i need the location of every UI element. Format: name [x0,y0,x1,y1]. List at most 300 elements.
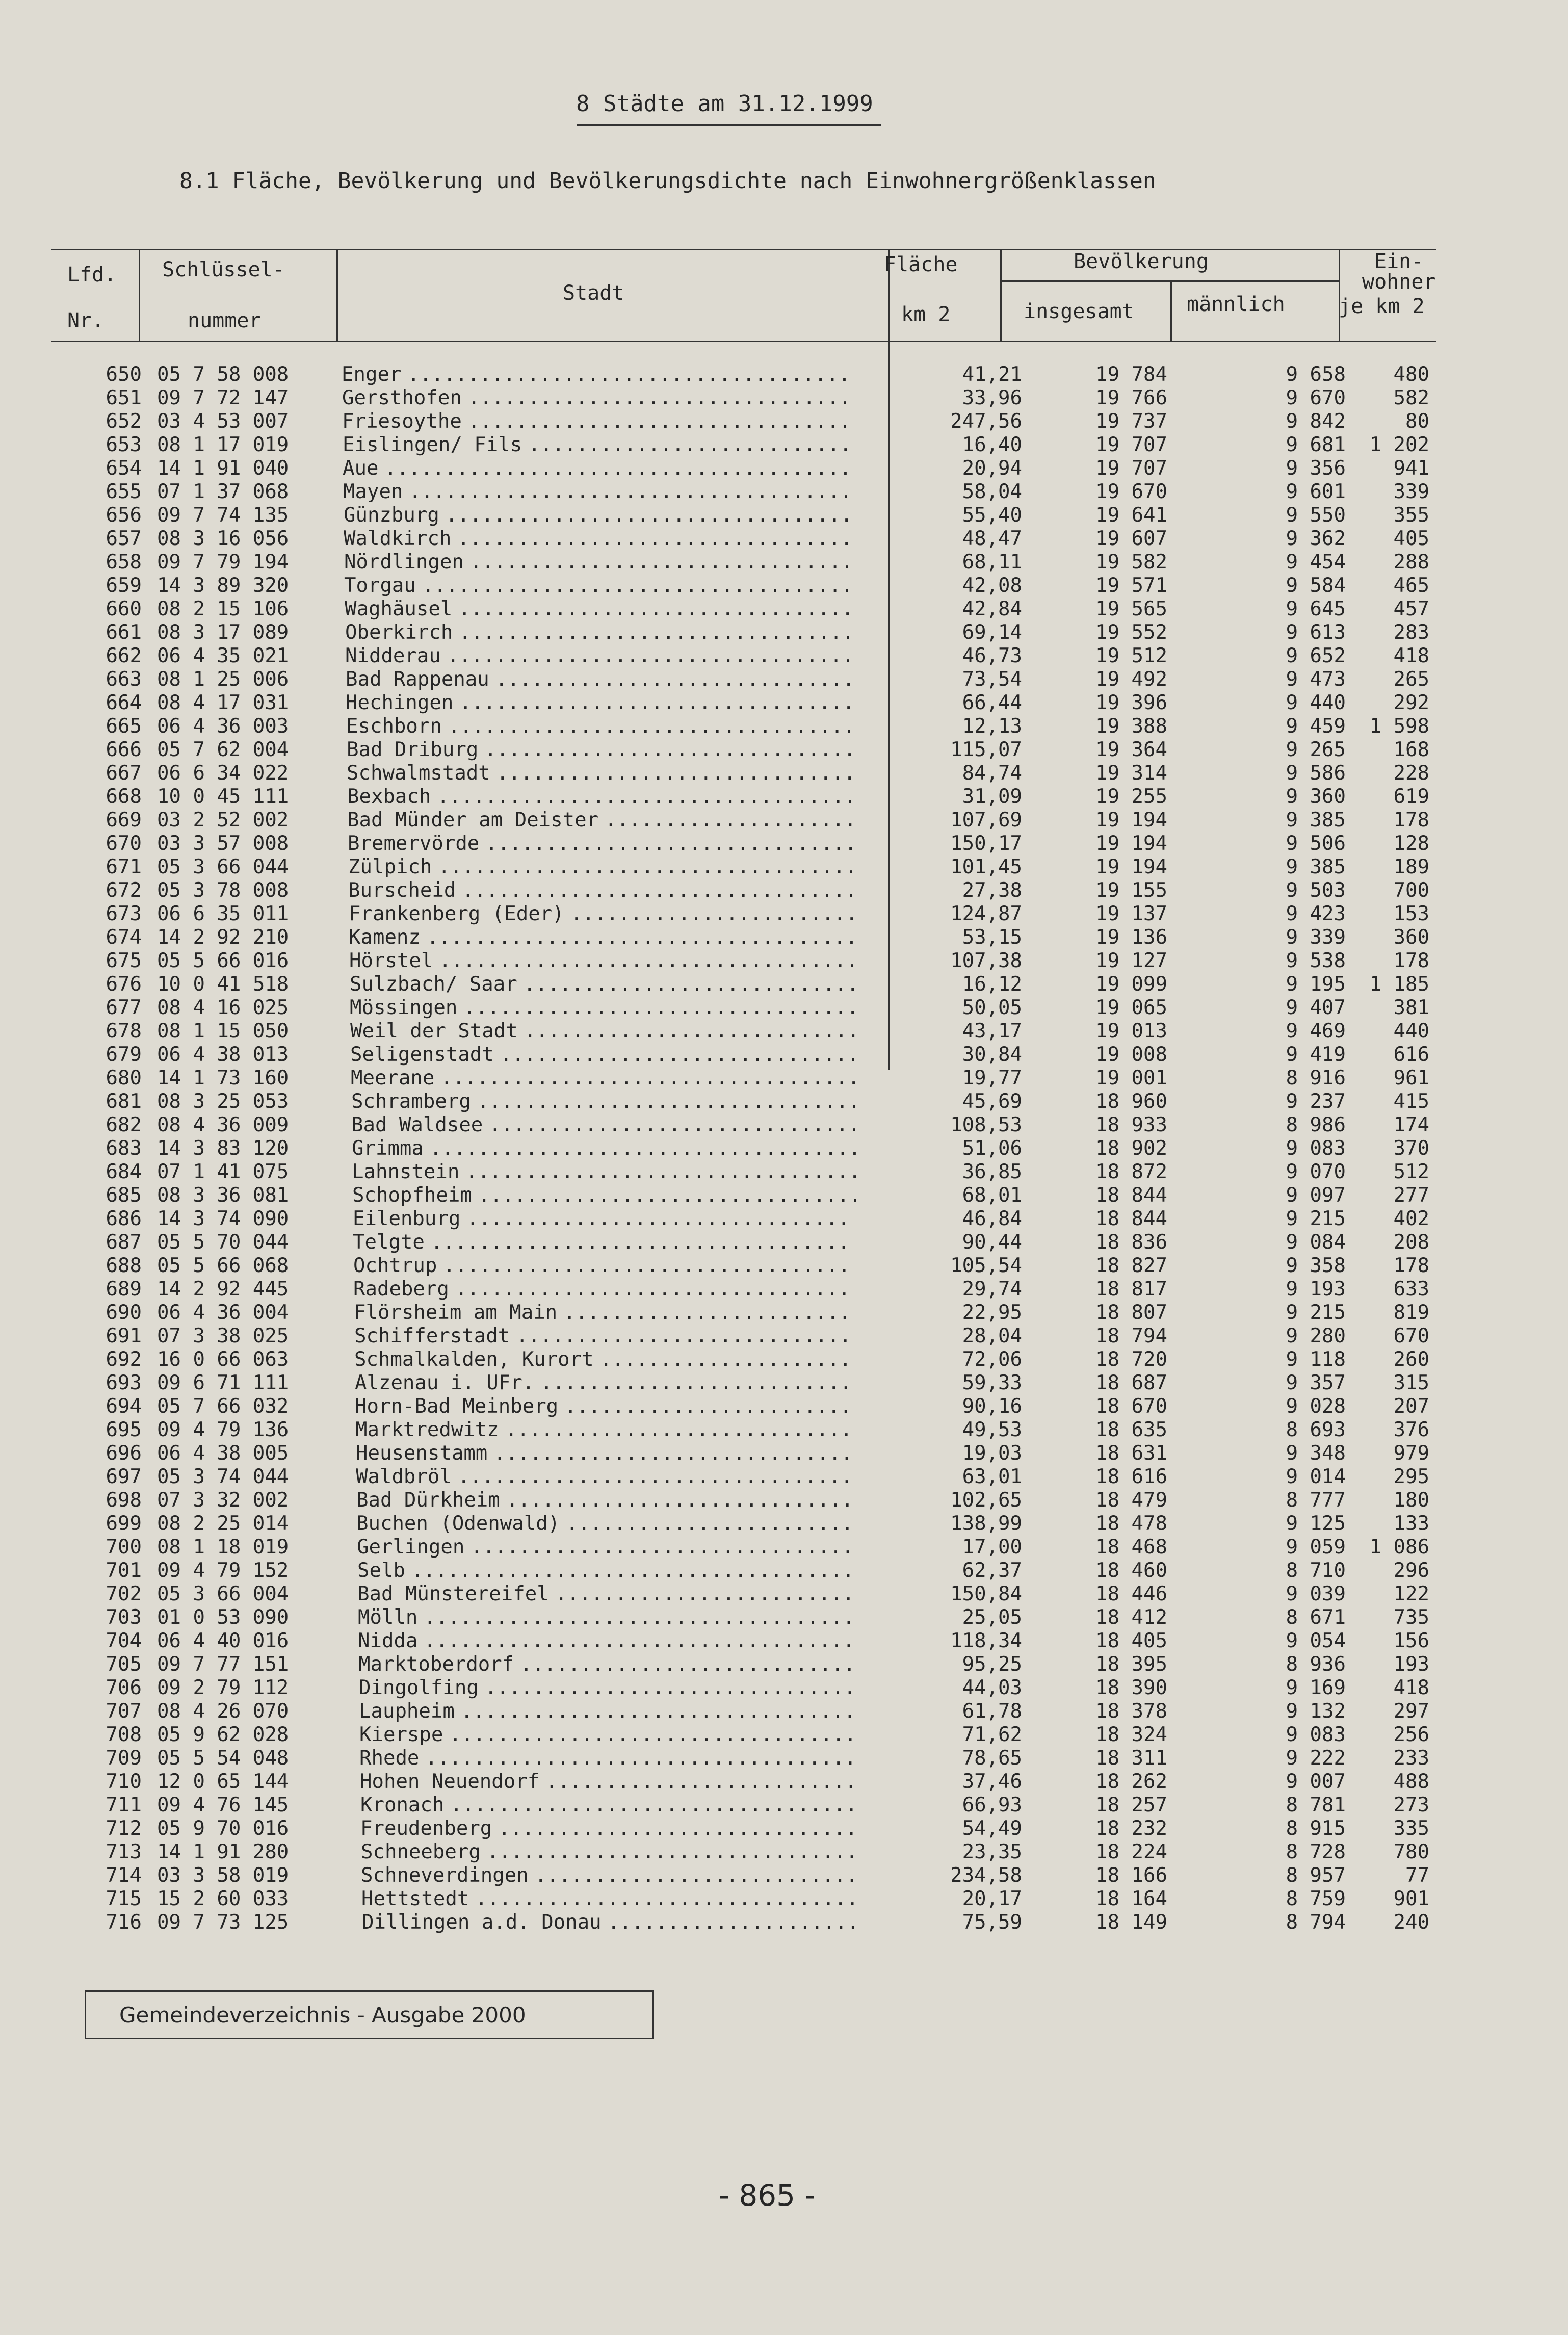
row-number: 652 [106,410,142,433]
area-value: 50,05 [962,996,1022,1019]
leader-dots: .............................. [496,762,856,785]
population-density: 265 [1393,668,1429,691]
area-value: 107,69 [950,809,1022,832]
population-density: 128 [1393,832,1429,855]
leader-dots: ................................. [465,1160,861,1183]
population-total: 18 631 [1095,1442,1167,1465]
row-number: 660 [106,598,142,620]
city-name: Schramberg [351,1090,471,1113]
population-total: 18 164 [1095,1887,1167,1910]
key-number: 03 3 57 008 [157,832,289,855]
leader-dots: ................................ [468,386,851,409]
population-total: 19 492 [1095,668,1167,691]
leader-dots: ................................... [439,949,858,972]
population-density: 376 [1393,1418,1429,1441]
table-row [0,598,1568,621]
population-density: 619 [1393,785,1429,808]
population-density: 277 [1393,1184,1429,1207]
population-male: 9 842 [1286,410,1346,433]
population-male: 9 658 [1286,363,1346,386]
population-density: 1 185 [1369,973,1429,996]
city-name: Selb [357,1559,405,1582]
row-number: 671 [106,855,142,878]
population-male: 8 781 [1286,1794,1346,1817]
key-number: 09 2 79 112 [157,1676,289,1699]
population-density: 178 [1393,1254,1429,1277]
population-male: 8 957 [1286,1864,1346,1887]
population-total: 19 136 [1095,926,1167,949]
city-name: Rhede [359,1747,420,1770]
population-male: 9 028 [1286,1395,1346,1418]
leader-dots: ................................. [463,996,859,1019]
key-number: 06 4 38 013 [157,1043,289,1066]
table-row [0,879,1568,902]
key-number: 14 3 74 090 [157,1207,289,1230]
key-number: 05 3 74 044 [157,1465,289,1488]
population-density: 512 [1393,1160,1429,1183]
area-value: 19,03 [962,1442,1022,1465]
row-number: 704 [106,1629,142,1652]
population-total: 19 008 [1095,1043,1167,1066]
table-row [0,973,1568,996]
city-name: Bad Driburg [347,738,479,761]
table-row [0,1840,1568,1864]
leader-dots: ................................ [466,1207,850,1230]
table-row [0,1442,1568,1465]
row-number: 676 [106,973,142,996]
population-male: 9 538 [1286,949,1346,972]
population-total: 19 784 [1095,363,1167,386]
key-number: 14 3 89 320 [157,574,289,597]
city-name: Eilenburg [353,1207,461,1230]
city-name: Mayen [343,480,403,503]
leader-dots: ................................ [468,410,851,433]
population-density: 418 [1393,644,1429,667]
city-name: Buchen (Odenwald) [356,1512,560,1535]
key-number: 05 3 78 008 [157,879,289,902]
table-row [0,644,1568,668]
population-density: 208 [1393,1231,1429,1254]
population-density: 582 [1393,386,1429,409]
row-number: 679 [106,1043,142,1066]
table-row [0,1184,1568,1207]
leader-dots: ......................... [555,1582,854,1605]
table-row [0,551,1568,574]
population-density: 283 [1393,621,1429,644]
leader-dots: ............................... [489,1113,860,1136]
city-name: Grimma [352,1137,424,1160]
row-number: 684 [106,1160,142,1183]
population-total: 19 194 [1095,809,1167,832]
leader-dots: ................................ [475,1887,858,1910]
population-male: 9 584 [1286,574,1346,597]
population-total: 19 670 [1095,480,1167,503]
population-total: 18 720 [1095,1348,1167,1371]
city-name: Nördlingen [344,551,464,574]
row-number: 653 [106,433,142,456]
table-row [0,668,1568,691]
key-number: 09 7 77 151 [157,1653,289,1676]
population-male: 9 265 [1286,738,1346,761]
key-number: 05 5 66 016 [157,949,289,972]
area-value: 20,17 [962,1887,1022,1910]
key-number: 14 1 73 160 [157,1067,289,1089]
page-number: - 865 - [719,2178,816,2213]
population-density: 339 [1393,480,1429,503]
leader-dots: ....................................... [384,457,852,480]
table-row [0,1207,1568,1231]
key-number: 03 3 58 019 [157,1864,289,1887]
leader-dots: .............................. [493,1442,853,1465]
population-male: 8 777 [1286,1489,1346,1512]
row-number: 688 [106,1254,142,1277]
table-row [0,809,1568,832]
city-name: Bad Dürkheim [356,1489,500,1512]
city-name: Laupheim [359,1700,455,1723]
population-male: 9 357 [1286,1371,1346,1394]
leader-dots: ........................ [566,1512,854,1535]
row-number: 685 [106,1184,142,1207]
leader-dots: .......................... [545,1770,857,1793]
area-value: 16,12 [962,973,1022,996]
leader-dots: ..................................... [407,363,851,386]
city-name: Bad Rappenau [346,668,489,691]
row-number: 703 [106,1606,142,1629]
area-value: 46,84 [962,1207,1022,1230]
key-number: 14 1 91 280 [157,1840,289,1863]
population-male: 9 358 [1286,1254,1346,1277]
table-row [0,1817,1568,1840]
row-number: 670 [106,832,142,855]
population-male: 9 440 [1286,691,1346,714]
population-male: 9 586 [1286,762,1346,785]
city-name: Günzburg [344,504,439,527]
key-number: 06 6 35 011 [157,902,289,925]
row-number: 674 [106,926,142,949]
row-number: 710 [106,1770,142,1793]
table-row [0,1606,1568,1629]
city-name: Kierspe [359,1723,443,1746]
population-male: 9 193 [1286,1278,1346,1301]
population-male: 9 613 [1286,621,1346,644]
population-total: 19 013 [1095,1020,1167,1043]
city-name: Meerane [351,1067,435,1089]
row-number: 661 [106,621,142,644]
row-number: 656 [106,504,142,527]
leader-dots: .................................. [447,644,854,667]
key-number: 08 1 15 050 [157,1020,289,1043]
area-value: 41,21 [962,363,1022,386]
header-nummer: nummer [188,309,262,332]
key-number: 14 1 91 040 [157,457,289,480]
population-total: 18 257 [1095,1794,1167,1817]
population-density: 457 [1393,598,1429,620]
key-number: 06 4 36 004 [157,1301,289,1324]
population-total: 18 378 [1095,1700,1167,1723]
population-male: 9 385 [1286,855,1346,878]
population-density: 480 [1393,363,1429,386]
population-density: 418 [1393,1676,1429,1699]
population-total: 19 314 [1095,762,1167,785]
row-number: 668 [106,785,142,808]
population-total: 19 607 [1095,527,1167,550]
population-male: 9 132 [1286,1700,1346,1723]
population-total: 18 933 [1095,1113,1167,1136]
row-number: 697 [106,1465,142,1488]
population-density: 381 [1393,996,1429,1019]
area-value: 31,09 [962,785,1022,808]
population-density: 178 [1393,949,1429,972]
area-value: 23,35 [962,1840,1022,1863]
table-row [0,1325,1568,1348]
area-value: 69,14 [962,621,1022,644]
population-density: 616 [1393,1043,1429,1066]
area-value: 102,65 [950,1489,1022,1512]
area-value: 36,85 [962,1160,1022,1183]
population-male: 9 385 [1286,809,1346,832]
row-number: 666 [106,738,142,761]
table-row [0,1043,1568,1067]
key-number: 05 7 66 032 [157,1395,289,1418]
leader-dots: .............................. [500,1043,859,1066]
area-value: 17,00 [962,1536,1022,1559]
population-total: 19 001 [1095,1067,1167,1089]
population-total: 19 582 [1095,551,1167,574]
header-top-rule [51,249,1436,250]
leader-dots: .............................. [495,668,855,691]
key-number: 05 7 58 008 [157,363,289,386]
table-row [0,574,1568,598]
population-density: 260 [1393,1348,1429,1371]
row-number: 690 [106,1301,142,1324]
city-name: Schneverdingen [361,1864,529,1887]
key-number: 05 3 66 044 [157,855,289,878]
city-name: Waghäusel [345,598,453,620]
leader-dots: ................................... [431,1231,850,1254]
population-male: 8 759 [1286,1887,1346,1910]
key-number: 09 6 71 111 [157,1371,289,1394]
key-number: 06 4 40 016 [157,1629,289,1652]
area-value: 22,95 [962,1301,1022,1324]
table-row [0,1090,1568,1113]
key-number: 08 3 17 089 [157,621,289,644]
table-row [0,1137,1568,1160]
key-number: 07 3 32 002 [157,1489,289,1512]
city-name: Aue [343,457,379,480]
population-total: 19 552 [1095,621,1167,644]
table-row [0,386,1568,410]
row-number: 709 [106,1747,142,1770]
population-male: 9 014 [1286,1465,1346,1488]
population-density: 360 [1393,926,1429,949]
population-male: 9 083 [1286,1723,1346,1746]
city-name: Dingolfing [359,1676,479,1699]
key-number: 07 1 41 075 [157,1160,289,1183]
area-value: 63,01 [962,1465,1022,1488]
area-value: 42,84 [962,598,1022,620]
table-row [0,1160,1568,1184]
leader-dots: ................................. [458,1465,853,1488]
population-density: 133 [1393,1512,1429,1535]
population-male: 9 423 [1286,902,1346,925]
area-value: 66,44 [962,691,1022,714]
row-number: 659 [106,574,142,597]
population-density: 240 [1393,1911,1429,1934]
leader-dots: .................................... [424,1606,855,1629]
population-density: 633 [1393,1278,1429,1301]
population-total: 19 155 [1095,879,1167,902]
city-name: Burscheid [348,879,456,902]
key-number: 05 5 70 044 [157,1231,289,1254]
header-schluessel: Schlüssel- [162,258,285,281]
row-number: 669 [106,809,142,832]
table-row [0,1911,1568,1934]
header-divider [1170,280,1172,341]
city-name: Gersthofen [342,386,462,409]
population-male: 8 915 [1286,1817,1346,1840]
population-total: 19 565 [1095,598,1167,620]
population-male: 9 601 [1286,480,1346,503]
area-value: 54,49 [962,1817,1022,1840]
key-number: 15 2 60 033 [157,1887,289,1910]
population-total: 18 844 [1095,1184,1167,1207]
area-value: 71,62 [962,1723,1022,1746]
row-number: 694 [106,1395,142,1418]
table-row [0,1371,1568,1395]
table-row [0,785,1568,809]
key-number: 09 7 72 147 [157,386,289,409]
table-row [0,1747,1568,1770]
population-total: 19 364 [1095,738,1167,761]
population-density: 670 [1393,1325,1429,1347]
key-number: 05 9 70 016 [157,1817,289,1840]
population-male: 9 362 [1286,527,1346,550]
table-row [0,1770,1568,1794]
leader-dots: ............................... [484,738,856,761]
row-number: 667 [106,762,142,785]
population-total: 19 641 [1095,504,1167,527]
population-total: 18 460 [1095,1559,1167,1582]
key-number: 09 4 76 145 [157,1794,289,1817]
area-value: 46,73 [962,644,1022,667]
table-row [0,996,1568,1020]
key-number: 07 1 37 068 [157,480,289,503]
city-name: Kamenz [349,926,421,949]
table-row [0,1278,1568,1301]
population-male: 9 550 [1286,504,1346,527]
population-total: 19 255 [1095,785,1167,808]
header-bottom-rule [51,341,1436,342]
leader-dots: ............................... [487,1840,858,1863]
chapter-title-underline [577,124,881,126]
population-total: 18 224 [1095,1840,1167,1863]
population-density: 735 [1393,1606,1429,1629]
city-name: Eschborn [346,715,442,738]
leader-dots: .................................. [449,1723,856,1746]
area-value: 150,84 [950,1582,1022,1605]
leader-dots: ............................ [520,1653,855,1676]
population-male: 9 280 [1286,1325,1346,1347]
population-male: 8 693 [1286,1418,1346,1441]
table-row [0,1418,1568,1442]
population-density: 77 [1405,1864,1429,1887]
table-row [0,1629,1568,1653]
table-row [0,1067,1568,1090]
table-row [0,1465,1568,1489]
area-value: 73,54 [962,668,1022,691]
population-density: 415 [1393,1090,1429,1113]
table-row [0,1723,1568,1747]
key-number: 05 5 54 048 [157,1747,289,1770]
population-total: 18 395 [1095,1653,1167,1676]
leader-dots: ................................... [437,785,856,808]
population-male: 9 360 [1286,785,1346,808]
row-number: 663 [106,668,142,691]
area-value: 234,58 [950,1864,1022,1887]
key-number: 14 2 92 210 [157,926,289,949]
row-number: 654 [106,457,142,480]
leader-dots: ..................... [605,809,856,832]
table-row [0,715,1568,738]
leader-dots: .................................... [422,574,853,597]
key-number: 09 4 79 152 [157,1559,289,1582]
leader-dots: ............................ [516,1325,851,1347]
row-number: 712 [106,1817,142,1840]
row-number: 675 [106,949,142,972]
population-male: 9 503 [1286,879,1346,902]
population-density: 1 598 [1369,715,1429,738]
area-value: 84,74 [962,762,1022,785]
header-km2: km 2 [901,303,951,326]
population-male: 9 125 [1286,1512,1346,1535]
leader-dots: ................................ [471,1536,854,1559]
population-density: 355 [1393,504,1429,527]
area-column [890,363,1022,1934]
leader-dots: ................................... [440,1067,860,1089]
area-value: 27,38 [962,879,1022,902]
header-stadt: Stadt [563,281,624,305]
population-male: 9 237 [1286,1090,1346,1113]
population-total: 18 827 [1095,1254,1167,1277]
leader-dots: ............................... [485,1676,856,1699]
area-value: 19,77 [962,1067,1022,1089]
population-total: 18 794 [1095,1325,1167,1347]
city-name: Waldbröl [356,1465,452,1488]
population-male: 8 936 [1286,1653,1346,1676]
area-value: 20,94 [962,457,1022,480]
area-value: 107,38 [950,949,1022,972]
key-number: 12 0 65 144 [157,1770,289,1793]
population-total: 18 262 [1095,1770,1167,1793]
row-number: 700 [106,1536,142,1559]
table-row [0,1254,1568,1278]
area-value: 37,46 [962,1770,1022,1793]
key-number: 08 2 25 014 [157,1512,289,1535]
leader-dots: .................................. [448,715,855,738]
city-name: Frankenberg (Eder) [349,902,564,925]
row-number: 708 [106,1723,142,1746]
table-row [0,433,1568,457]
city-name: Enger [342,363,402,386]
population-total: 18 635 [1095,1418,1167,1441]
city-name: Freudenberg [360,1817,492,1840]
row-number: 689 [106,1278,142,1301]
leader-dots: ........................ [570,902,858,925]
population-density: 174 [1393,1113,1429,1136]
population-density: 233 [1393,1747,1429,1770]
row-number: 698 [106,1489,142,1512]
table-row [0,1489,1568,1512]
